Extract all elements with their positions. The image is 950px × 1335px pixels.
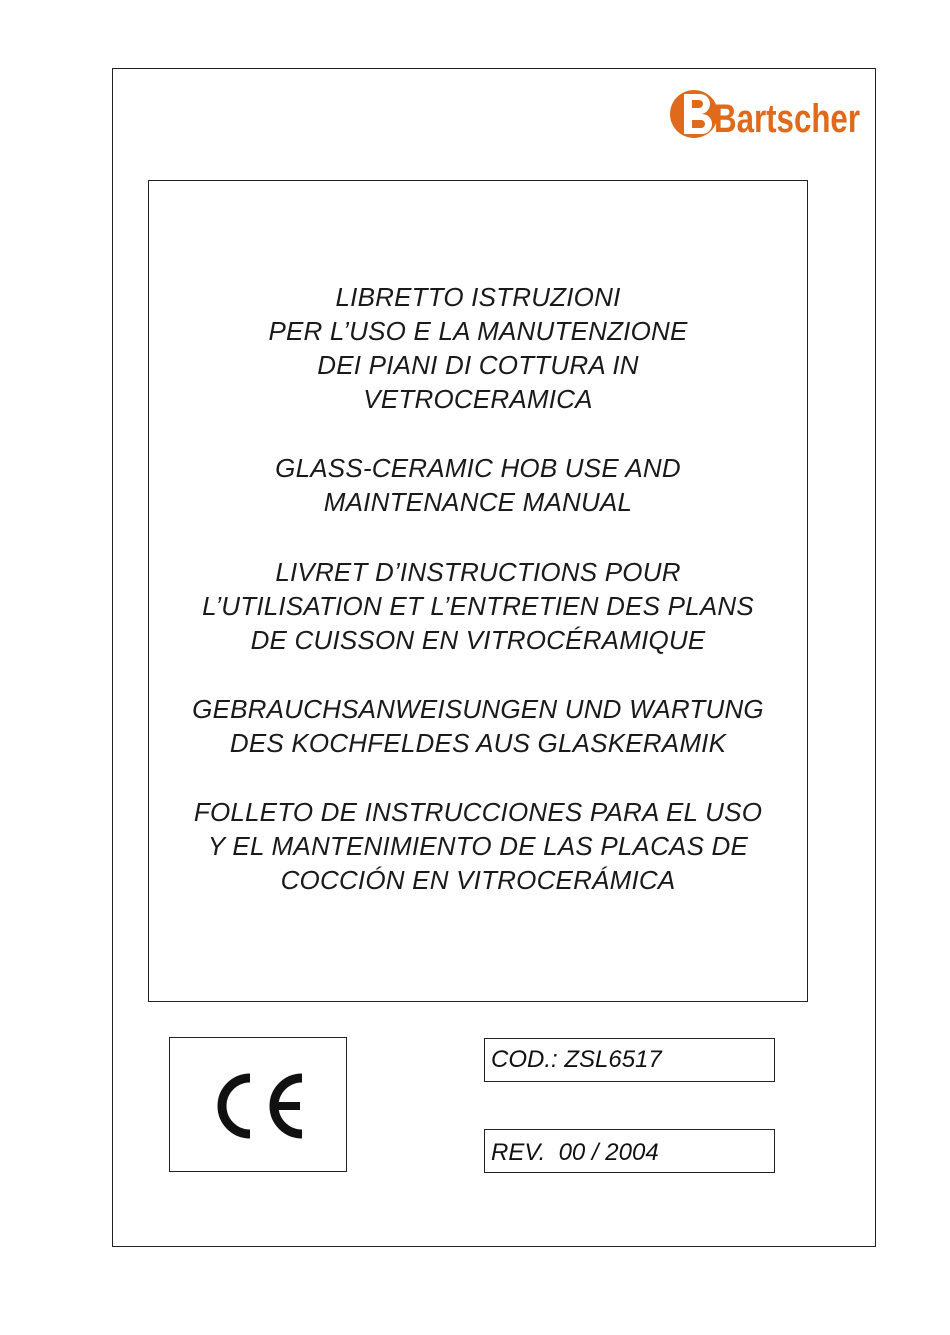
title-line: LIVRET D’INSTRUCTIONS POUR — [275, 557, 681, 587]
title-line: LIBRETTO ISTRUZIONI — [335, 282, 621, 312]
title-line: MAINTENANCE MANUAL — [323, 487, 633, 517]
title-line: GEBRAUCHSANWEISUNGEN UND WARTUNG — [192, 694, 764, 724]
product-code-box: COD.: ZSL6517 — [484, 1038, 775, 1082]
title-french — [148, 555, 808, 657]
title-line: DEI PIANI DI COTTURA IN — [317, 350, 639, 380]
title-english — [148, 451, 808, 519]
title-italian — [148, 280, 808, 416]
title-line: L’UTILISATION ET L’ENTRETIEN DES PLANS — [202, 591, 754, 621]
bartscher-logo — [668, 80, 868, 144]
title-line: GLASS-CERAMIC HOB USE AND — [275, 453, 681, 483]
title-line: Y EL MANTENIMIENTO DE LAS PLACAS DE — [207, 831, 749, 861]
title-line: FOLLETO DE INSTRUCCIONES PARA EL USO — [193, 797, 763, 827]
title-line: DE CUISSON EN VITROCÉRAMIQUE — [250, 625, 706, 655]
revision-box: REV. 00 / 2004 — [484, 1129, 775, 1173]
title-line: VETROCERAMICA — [363, 384, 593, 414]
title-line: PER L’USO E LA MANUTENZIONE — [268, 316, 688, 346]
title-line: COCCIÓN EN VITROCERÁMICA — [280, 865, 676, 895]
title-german — [148, 692, 808, 760]
title-spanish — [148, 795, 808, 897]
logo-wordmark: Bartscher — [714, 97, 860, 141]
ce-mark-box — [169, 1037, 347, 1172]
title-line: DES KOCHFELDES AUS GLASKERAMIK — [229, 728, 727, 758]
ce-mark-icon — [206, 1068, 310, 1144]
